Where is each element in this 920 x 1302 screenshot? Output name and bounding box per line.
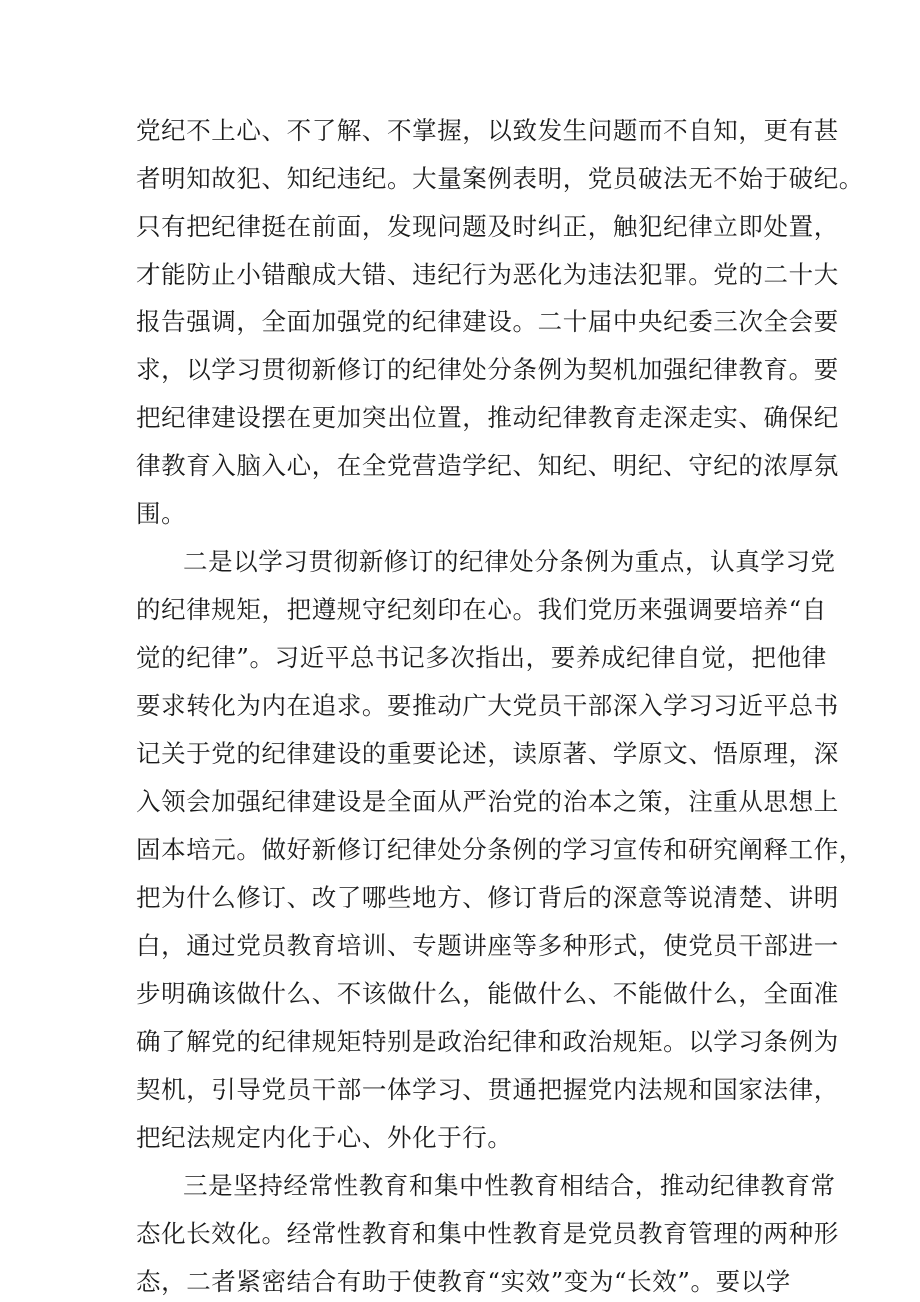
text-line: 只有把纪律挺在前面，发现问题及时纠正，触犯纪律立即处置， xyxy=(136,212,839,241)
text-line: 报告强调，全面加强党的纪律建设。二十届中央纪委三次全会要 xyxy=(136,307,839,336)
text-line: 确了解党的纪律规矩特别是政治纪律和政治规矩。以学习条例为 xyxy=(136,1027,839,1056)
text-line: 态，二者紧密结合有助于使教育“实效”变为“长效”。要以学 xyxy=(136,1267,791,1296)
paragraph-first-line: 三是坚持经常性教育和集中性教育相结合，推动纪律教育常 xyxy=(183,1171,836,1200)
text-line: 觉的纪律”。习近平总书记多次指出，要养成纪律自觉，把他律 xyxy=(136,643,827,672)
text-line: 才能防止小错酿成大错、违纪行为恶化为违法犯罪。党的二十大 xyxy=(136,260,839,289)
text-line: 契机，引导党员干部一体学习、贯通把握党内法规和国家法律， xyxy=(136,1075,839,1104)
text-line: 律教育入脑入心，在全党营造学纪、知纪、明纪、守纪的浓厚氛 xyxy=(136,451,839,480)
text-line: 者明知故犯、知纪违纪。大量案例表明，党员破法无不始于破纪。 xyxy=(136,164,864,193)
text-line: 记关于党的纪律建设的重要论述，读原著、学原文、悟原理，深 xyxy=(136,739,839,768)
text-line: 把纪法规定内化于心、外化于行。 xyxy=(136,1123,513,1152)
text-line: 入领会加强纪律建设是全面从严治党的治本之策，注重从思想上 xyxy=(136,787,839,816)
text-line: 围。 xyxy=(136,499,187,528)
text-line: 要求转化为内在追求。要推动广大党员干部深入学习习近平总书 xyxy=(136,691,839,720)
text-line: 党纪不上心、不了解、不掌握，以致发生问题而不自知，更有甚 xyxy=(136,116,839,145)
text-line: 把为什么修订、改了哪些地方、修订背后的深意等说清楚、讲明 xyxy=(136,883,839,912)
text-line: 的纪律规矩，把遵规守纪刻印在心。我们党历来强调要培养“自 xyxy=(136,595,827,624)
text-line: 态化长效化。经常性教育和集中性教育是党员教育管理的两种形 xyxy=(136,1219,839,1248)
text-line: 把纪律建设摆在更加突出位置，推动纪律教育走深走实、确保纪 xyxy=(136,403,839,432)
paragraph-first-line: 二是以学习贯彻新修订的纪律处分条例为重点，认真学习党 xyxy=(183,547,836,576)
text-line: 步明确该做什么、不该做什么，能做什么、不能做什么，全面准 xyxy=(136,979,839,1008)
text-line: 求，以学习贯彻新修订的纪律处分条例为契机加强纪律教育。要 xyxy=(136,355,839,384)
text-line: 固本培元。做好新修订纪律处分条例的学习宣传和研究阐释工作， xyxy=(136,835,864,864)
text-line: 白，通过党员教育培训、专题讲座等多种形式，使党员干部进一 xyxy=(136,931,839,960)
